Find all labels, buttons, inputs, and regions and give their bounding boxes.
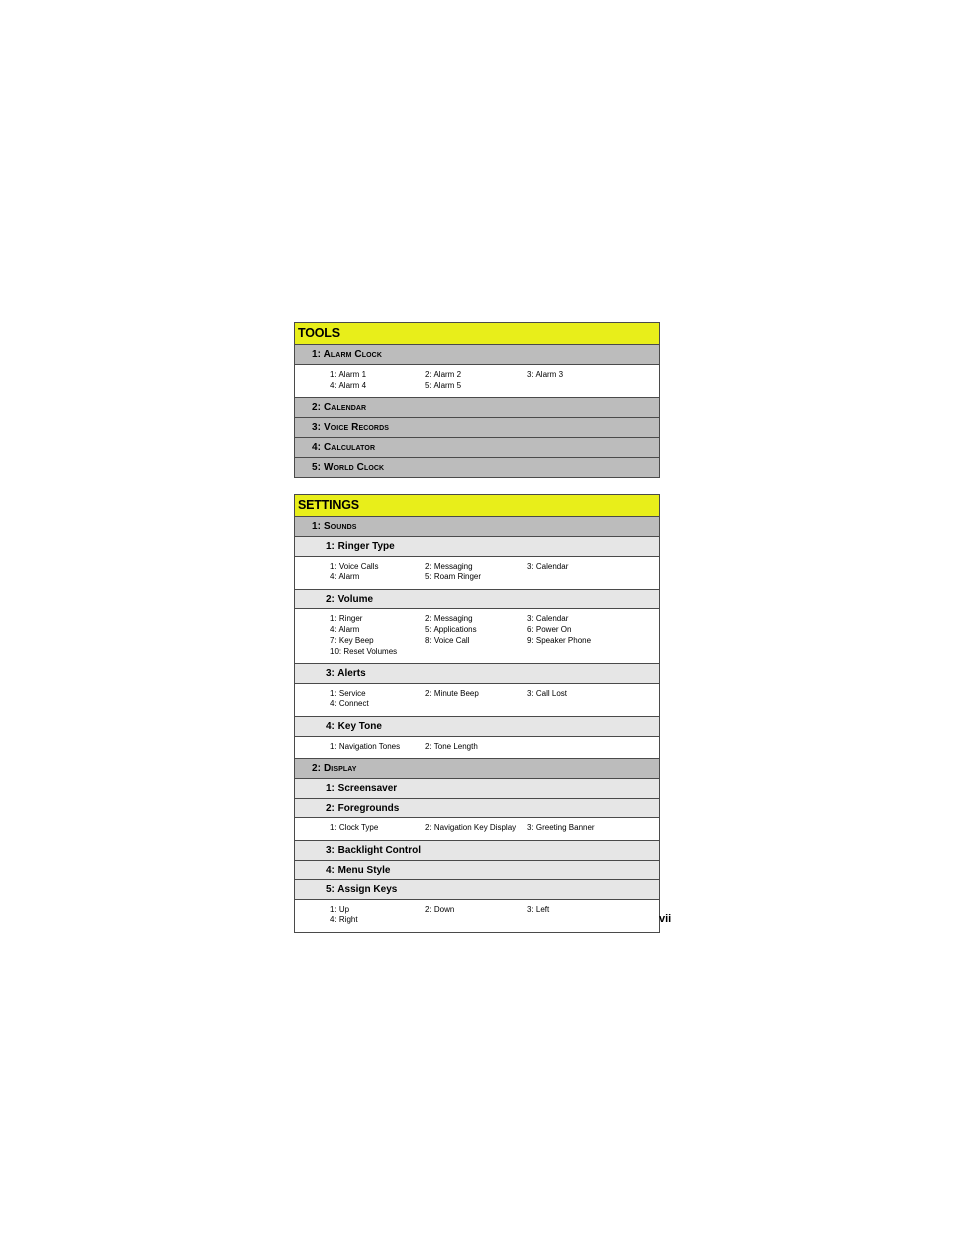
submenu-item: 1: Screensaver <box>295 778 659 798</box>
option-line <box>330 614 659 625</box>
option-line <box>330 572 659 583</box>
option-item: 2: Down <box>425 904 455 914</box>
option-line <box>330 699 659 710</box>
page-number: vii <box>659 913 672 925</box>
option-item: 3: Greeting Banner <box>527 823 595 833</box>
option-item: 1: Up <box>330 904 350 914</box>
table-title: SETTINGS <box>295 494 659 516</box>
option-item: 4: Right <box>330 915 358 925</box>
option-item: 1: Service <box>330 688 366 698</box>
option-line <box>330 823 659 834</box>
option-item: 9: Speaker Phone <box>527 635 592 645</box>
option-item: 2: Alarm 2 <box>425 370 462 379</box>
option-list <box>295 683 659 716</box>
submenu-item: 3: Backlight Control <box>295 840 659 860</box>
submenu-item: 2: Foregrounds <box>295 798 659 818</box>
option-item: 5: Alarm 5 <box>425 380 462 390</box>
menu-item: 4: Calculator <box>295 437 659 457</box>
option-list <box>295 364 659 397</box>
option-list <box>295 899 659 932</box>
option-item: 8: Voice Call <box>425 635 470 645</box>
submenu-item: 3: Alerts <box>295 663 659 683</box>
option-line <box>330 742 659 753</box>
option-line <box>330 915 659 926</box>
menu-item: 1: Sounds <box>295 516 659 536</box>
option-item: 1: Clock Type <box>330 823 379 833</box>
table-title: TOOLS <box>295 322 659 344</box>
settings-table <box>294 494 660 933</box>
tools-table <box>294 322 660 478</box>
option-line <box>330 562 659 573</box>
option-item: 3: Call Lost <box>527 688 568 698</box>
option-item: 4: Alarm <box>330 625 360 635</box>
option-item: 1: Ringer <box>330 614 363 624</box>
option-line <box>330 370 659 381</box>
option-item: 2: Tone Length <box>425 741 478 751</box>
option-item: 2: Messaging <box>425 561 473 571</box>
option-item: 6: Power On <box>527 625 572 635</box>
menu-item: 2: Calendar <box>295 397 659 417</box>
option-line <box>330 689 659 700</box>
option-line <box>330 636 659 647</box>
option-list <box>295 817 659 840</box>
submenu-item: 5: Assign Keys <box>295 879 659 899</box>
menu-item: 5: World Clock <box>295 457 659 477</box>
submenu-item: 4: Menu Style <box>295 860 659 880</box>
option-item: 4: Alarm <box>330 572 360 582</box>
option-item: 3: Calendar <box>527 561 569 571</box>
option-line <box>330 647 659 658</box>
option-item: 5: Applications <box>425 625 477 635</box>
option-item: 3: Calendar <box>527 614 569 624</box>
option-item: 5: Roam Ringer <box>425 572 482 582</box>
submenu-item: 4: Key Tone <box>295 716 659 736</box>
option-list <box>295 556 659 589</box>
menu-item: 1: Alarm Clock <box>295 344 659 364</box>
submenu-item: 2: Volume <box>295 589 659 609</box>
option-item: 1: Voice Calls <box>330 561 379 571</box>
menu-item: 3: Voice Records <box>295 417 659 437</box>
option-item: 4: Connect <box>330 699 369 709</box>
option-item: 4: Alarm 4 <box>330 380 367 390</box>
option-item: 1: Navigation Tones <box>330 741 401 751</box>
option-line <box>330 625 659 636</box>
menu-item: 2: Display <box>295 758 659 778</box>
option-item: 10: Reset Volumes <box>330 646 398 656</box>
option-item: 3: Alarm 3 <box>527 370 564 379</box>
option-item: 1: Alarm 1 <box>330 370 367 379</box>
option-item: 3: Left <box>527 904 550 914</box>
option-line <box>330 381 659 392</box>
option-list <box>295 736 659 759</box>
option-item: 2: Minute Beep <box>425 688 479 698</box>
option-item: 2: Navigation Key Display <box>425 823 517 833</box>
option-list <box>295 608 659 663</box>
option-item: 7: Key Beep <box>330 635 374 645</box>
option-item: 2: Messaging <box>425 614 473 624</box>
submenu-item: 1: Ringer Type <box>295 536 659 556</box>
option-line <box>330 905 659 916</box>
